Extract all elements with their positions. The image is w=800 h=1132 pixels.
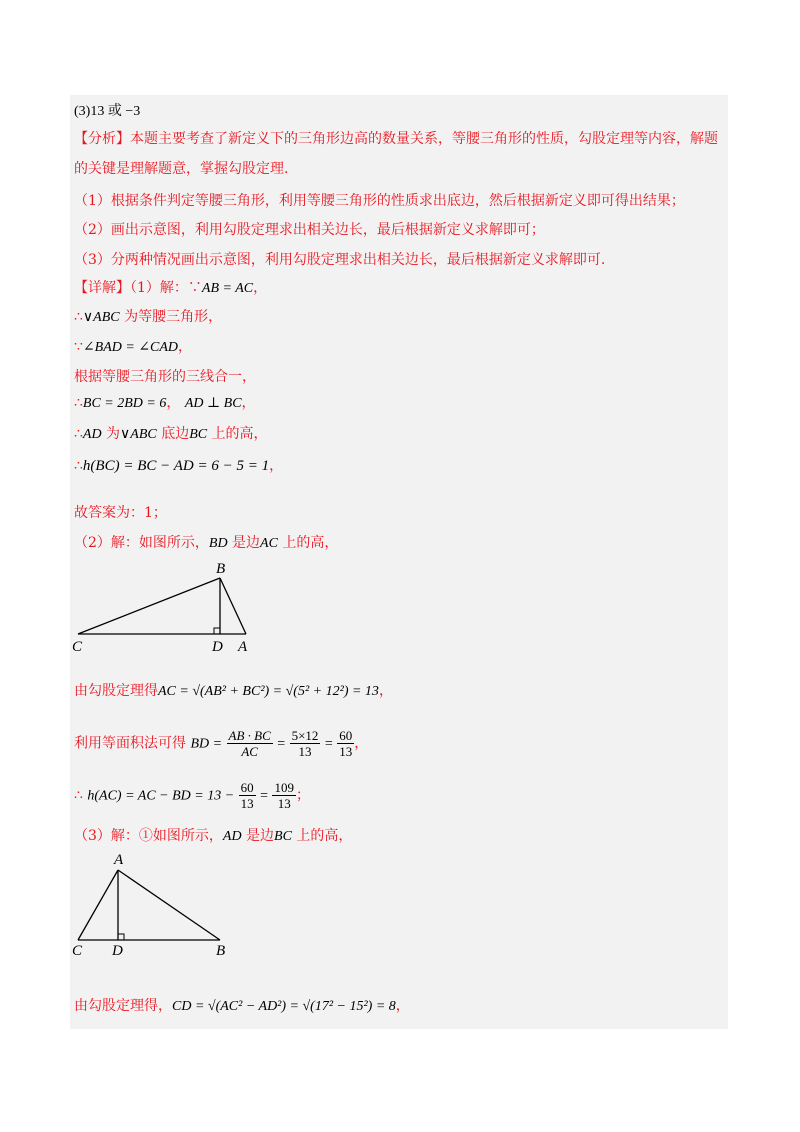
fraction-109-over-13: $\frac{109}{13}$ <box>274 780 294 811</box>
vertex-label-b: B <box>216 561 226 577</box>
vertex-label-d: D <box>212 639 223 655</box>
triangle-figure-1 <box>70 556 270 656</box>
vertex-label-c: C <box>72 639 83 655</box>
part2-pythagoras: 由勾股定理得AC = √(AB² + BC²) = √(5² + 12²) = 13， <box>74 683 393 699</box>
detail-line-1: 【详解】（1）解：∵AB = AC， <box>74 280 268 296</box>
fraction-60-over-13: $\frac{60}{13}$ <box>339 728 353 759</box>
detail-line-6: ∴AD 为∨ABC 底边BC 上的高， <box>74 426 268 442</box>
part2-equal-area: 利用等面积法可得 BD = $\frac{AB \cdot BC}{AC}$ = $\frac{5\times 12}{13}$ = $\frac{60}{13}$ ， <box>74 728 369 759</box>
fraction-60-over-13-b: $\frac{60}{13}$ <box>240 780 254 811</box>
analysis-line-1: 【分析】本题主要考查了新定义下的三角形边高的数量关系，等腰三角形的性质，勾股定理等内容，解题 <box>74 131 718 147</box>
part3-intro: （3）解：①如图所示，AD 是边BC 上的高， <box>74 828 353 844</box>
vertex-label-d2: D <box>112 943 123 959</box>
vertex-label-c2: C <box>72 943 83 959</box>
analysis-step-1: （1）根据条件判定等腰三角形，利用等腰三角形的性质求出底边，然后根据新定义即可得出结果； <box>74 193 685 209</box>
answer-part1: 故答案为：1； <box>74 505 167 521</box>
analysis-line-2: 的关键是理解题意，掌握勾股定理. <box>74 161 289 177</box>
answer-part3: (3)13 或 −3 <box>74 104 141 119</box>
part2-result: ∴ h(AC) = AC − BD = 13 − $\frac{60}{13}$ = $\frac{109}{13}$ ； <box>74 780 310 811</box>
vertex-label-a: A <box>238 639 248 655</box>
analysis-step-3: （3）分两种情况画出示意图，利用勾股定理求出相关边长，最后根据新定义求解即可. <box>74 252 606 268</box>
vertex-label-b2: B <box>216 943 226 959</box>
vertex-label-a2: A <box>114 852 124 868</box>
triangle-figure-2 <box>68 850 248 960</box>
fraction-5x12-over-13: $\frac{5\times 12}{13}$ <box>291 728 319 759</box>
fraction-ab-bc-over-ac: $\frac{AB \cdot BC}{AC}$ <box>228 728 271 759</box>
analysis-step-2: （2）画出示意图，利用勾股定理求出相关边长，最后根据新定义求解即可； <box>74 222 545 238</box>
detail-line-5: ∴BC = 2BD = 6， AD ⊥ BC， <box>74 395 256 411</box>
detail-line-4: 根据等腰三角形的三线合一， <box>74 369 256 385</box>
detail-line-2: ∴∨ABC 为等腰三角形， <box>74 309 223 325</box>
part3-pythagoras: 由勾股定理得，CD = √(AC² − AD²) = √(17² − 15²) = 8， <box>74 998 410 1014</box>
part2-intro: （2）解：如图所示，BD 是边AC 上的高， <box>74 535 339 551</box>
detail-line-7: ∴h(BC) = BC − AD = 6 − 5 = 1， <box>74 458 284 474</box>
detail-line-3: ∵∠BAD = ∠CAD， <box>74 339 193 355</box>
